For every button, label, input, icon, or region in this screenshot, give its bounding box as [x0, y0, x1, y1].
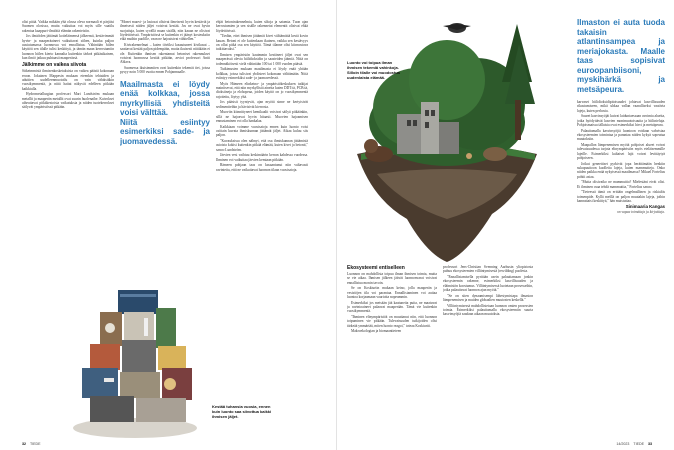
page-number: 32 — [22, 442, 26, 446]
paragraph: "Tieteessä tämä on erittäin ongelmallinen ja riskialtis toimenpide. Kyllä meillä on paljon muutakin lajeja, joihin kannattaisi keskittyä," hän muistuttaa. — [577, 190, 665, 203]
trash-pile-illustration — [60, 268, 210, 440]
paragraph: Esimerkiksi jos metsään jää kaatuneita puita, ne maatuvat ja ravintoaineet palaavat maaperään. Tämä vie kuitenkin vuosikymmeniä. — [347, 300, 437, 314]
paragraph: "Ihminen elinympäristöä on muuttanut niin, että luonnon toipuminen vie pitkään. Tulevaisuuden tutkijoiden olisi tärkeää ymmärtää, miten luonto reagoi," toteaa Koskiurtti. — [347, 314, 437, 328]
floating-island-illustration — [317, 4, 577, 266]
paragraph: karvaset hiilidioksidipitoisuudet johtavat kasvillisuuden rikastumiseen, mikä uhkaa vallan vaaralliseksi vaativia lajeja, kuten perhosia. — [577, 100, 665, 113]
paragraph: Suuret kasvinsyöjät kuivat laiduntaessaan avoimia alueita, jotka hyödyttävät kasvien monimuotoisuutta ja hiilinieluja. Pohjoismaissa tällaisia ovat esimerkiksi hirvi ja metsäpeura. — [577, 114, 665, 128]
paragraph: "Kuvauksissa olen nähnyt, että osa ihmiskunnan jättämistä asioista kokisi kuitenkin pitkää elämää, kuten kivet ja betonit," sanoo Lundström. — [216, 138, 308, 152]
page-number: 33 — [648, 442, 652, 446]
author-role: on vapaa toimittaja ja kirjoittaja. — [616, 209, 665, 214]
pull-quote — [577, 18, 665, 94]
magazine-name: TIEDE — [633, 442, 644, 446]
pull-quote-text: Ilmaston ei auta tuoda takaisin atlantinsampea ja meriajokasta. Maalle taas sopisivat euroopanbiisoni, myskihärkä ja metsäpeura. — [577, 18, 665, 94]
paragraph: Jotkut geneettiset pyrkivät jopa herättämään henkiin sukupuuttoon kuolleita lajeja, kuten mammutteja. Onko niiden paikka enää nykyisessä maailmassa? Mikael Fortelius pohtii asiaa. — [577, 161, 665, 179]
paragraph: Jos ilmiöiden jättämät kotieläimensä jälkeensä, kestävimmät hyvin- ja maaperäaineet vaikuttavat siihen, kuinka paljon uusiutumassa luonnossa voi ennallistua. Vähintään hiilen käyttöä sen tilalle tulisi keskittyä, ja tämän maan kerrostumiin luonnon hiilen kierto kannalta kuitenkin tärkeä pitkäaikainen, kun ilmiö jatkuu puhtaasti maaperässä. — [22, 34, 114, 61]
island-caption: Luonto voi toipua ilman ihmisen tekemiä vahinkoja. Silloin tilalle voi muodostua uudenlaista elämää. — [347, 60, 400, 80]
paragraph: Rämeen pohjaan taas on kasaantunut niin valtavasti ravinteita, että ne vaikuttavat luonnon tilaan vuosisatoja. — [216, 163, 308, 172]
left-column-1 — [22, 20, 114, 270]
paragraph: Palauttamalla kasvinsyöjiä luontoon voidaan vahvistaa ekosysteemien toimintaa ja parantaa niiden kykyä sopeutua muutoksiin. — [577, 128, 665, 142]
paragraph: Luonnon on mahdollista toipua ilman ihmisen toimia, mutta se vie aikaa. Ihmisen jälkeen jäävät luonnonvarat voisivat ennallistua monin tavoin. — [347, 272, 437, 285]
right-column-3 — [577, 18, 665, 438]
paragraph: Ihmisen ympäristön kauimmin kestäneet jäljet ovat sen maaperässä olevia hiilidioksidin ja saasteiden jäämiä. Niitä on todennäköisesti vielä vähintään 100 tai 1 000 vuoden päästä. — [216, 53, 308, 66]
magazine-name: TIEDE — [29, 442, 41, 446]
left-column-3 — [216, 20, 308, 440]
paragraph: Suomessa ikuisimmiten ovat kuitenkin tekemät tiet, joissa pysyy noin 5 000 vuotta ennen Pohjanmaalle. — [120, 66, 210, 75]
paragraph: Maapallon lämpenemisen myötä pohjoiset alueet voivat tulevaisuudessa tarjota elinympäristön myös eteläisemmille lajeille. Esimerkiksi kaltaiset lajit voivat levittäytyä pohjoiseen. — [577, 142, 665, 161]
paragraph: Myös Hämeen elinkeino- ja ympäristökeskuksen tutkijat mainitsevat, että niin myrkyllisiä aineita kuten DDT:tä, PCB:tä, dioksiineja ja elohopeaa, joiden käyttö on jo vuosikymmeniä rajoitettu, löytyy yhä. — [216, 81, 308, 99]
paragraph: Järvien vesi vaihtuu keskimäärin kerran kahdessa vuodessa. Ihminen voi vaikuttaa järvien kemiaan pitkään. — [216, 153, 308, 162]
paragraph: Se on Koskiurtin mukaan keino, jolla maaperän ja vesistöjen tila voi parantua. Ennallistaminen voi auttaa luontoa korjaamaan vaurioita nopeammin. — [347, 286, 437, 300]
pull-quote-line: Niitä esiintyy esimerkiksi sade- ja juomavedessä. — [120, 117, 210, 146]
paragraph: Sitkeimmistä ihmisenkosketuksista on vaikea päästä kokonaan eroon. Jokainen Mappesin mukaan eteenkin tehtaiden ja aduttien uudelleenmuotoilu on vain vähäisiäkin vuosikymmeniä, ja niitä haitat näkyvät edelleen pitkään kaikkialla. — [22, 69, 114, 91]
trash-caption: Kestää tuhansia vuosia, ennen kuin luonto saa siivottua kaikki ihmisen jäljet. — [212, 404, 272, 419]
author-signature: Sinimaaria Kangas — [625, 204, 665, 210]
paragraph: Kivirakennelmat – kuten tiiviiksi kasautuneet kivikasat – saattavat kestää paljon pidempään, mutta ikuisesti niitäkään ei ole. Kuitenkin ihmisen rakentamat betoniset rakennukset voisivat luonnossa kestää pitkään, arvioi professori Antti Ahlava. — [120, 43, 210, 65]
paragraph: Muoviin kiinnittyneet kemikaalit voisivat säilyä pitkäänkin, sillä ne hajoavat hyvin hitaasti. Muovien hajoamisen ennustaminen voi olla hankalaa. — [216, 110, 308, 123]
paragraph: Makroekologian ja biomaantieteen — [351, 329, 402, 334]
paragraph: Tutkimusten mukaan maailmasta ei löydy enää yhtään kolkkaa, joissa tulisivat yhdisteet kokonaan välttämään. Niitä esiintyy esimerkiksi sade- ja juomavedessä. — [216, 67, 308, 81]
section-subhead: Jälkimme on vaikea siivota — [22, 62, 87, 69]
paragraph: Kaikkiaan voimme vuosisatoja ennen kuin luonto voisi osittain kuvata ihmiskunnan jättämät jäljet. Aikaa kuluu siis paljon. — [216, 124, 308, 138]
paragraph: Jos pääsisit tyyntyvät, ajan myötä sinne ne kertyisivät sedimentteihin ja hävisivät kierrosta. — [216, 100, 308, 109]
paragraph: Hydrometallurgian professori Mari Lundström mukaan metallit ja maaperän metallit ovat suurin huolenaihe. Kaivokset aiheuttavat pitkäkestoisia vaikutuksia ja niiden tuotekerrokset säilyvät ympäristössä pitkään. — [22, 92, 114, 110]
issue-number: 14/2023 — [616, 442, 630, 446]
paragraph: "Se on siten dynaamisempi lähestymistapa ilmaston lämpenemisen ja muiden globaalien muutosten keskellä." — [443, 293, 533, 302]
section-subhead: Ekosysteemi entiselleen — [347, 265, 405, 271]
pull-quote-line: Maailmasta ei löydy enää kolkkaa, jossa myrkyllisiä yhdisteitä voisi välttää. — [120, 79, 210, 118]
paragraph: ehjät betonirakennelmia, kuten siltoja ja satamia. Tuon ajan kerrostumien ja sen sisälle rakennetut elementit olisivat ehkä löydettävissä. — [216, 20, 308, 33]
right-column-2 — [443, 265, 533, 445]
left-column-2 — [120, 20, 210, 270]
right-column-1 — [347, 265, 437, 445]
paragraph: olisi pitää. Vaikka mikään yhä olossa oleva normaali ei pärjäisi Suomen olosissa, mutta vaikuttaa voi myös sille vaatilu rakentaa kaappuri-ilmiöitä elämän rakenteisiin. — [22, 20, 114, 33]
page-footer-right — [616, 442, 652, 446]
paragraph: "Tiedän, ettei ihmisen jättämät kivet välttämättä kestä kovin kauan. Betoni ei ole kuitenkaan ikuinen, vaikka sen kestävyys on ollut pitkä osa sen käyttöä. Tämä tilanne olisi kiinnostava tutkittavaksi." — [216, 34, 308, 52]
paragraph: Villiintymisessä mahdollistetaan luonnon omien prosessien toimia. Esimerkiksi palauttamalla ekosysteemiin suuria kasvinsyöjiä saadaan aikaan muutoksia. — [443, 303, 533, 317]
paragraph: "Monet muovi- ja lasiosat olisivat ilmeisesti hyvin kestäviä ja ilmeisesti niiden jäljet voisivat kestää. Jos ne ovat hyvin suojattuja, kuten syvällä maan sisällä, niin kauan ne olisivat löydettävissä. Ympäristössä se kuitenkin ei jäänyt kosteuksiin eikä muihin puolille, vaan ne hajoaisivat vähitellen." — [120, 20, 210, 42]
pull-quote — [120, 80, 210, 147]
page-footer-left — [22, 442, 41, 446]
paragraph: professori Jens-Christian Svenning Aarhusin yliopistosta puhuu ekosysteemien villiintymisestä (rewilding) puolesta. — [443, 265, 533, 274]
paragraph: "Ennallistamisella pyritään usein palauttamaan jonkin ekosysteemin rakenne, esimerkiksi kasvillisuuden ja eläimistön koostumus. Villiintymisessä luotetaan prosesseihin, jotka palauttavat luonnon ajan myötä." — [443, 274, 533, 293]
paragraph: "Mutta olisivatko ne mammuttia? Mielestäni eivät olisi. Ei ihminen osaa tehdä mammuttia," Fortelius sanoo. — [577, 180, 665, 189]
right-page — [337, 0, 674, 450]
